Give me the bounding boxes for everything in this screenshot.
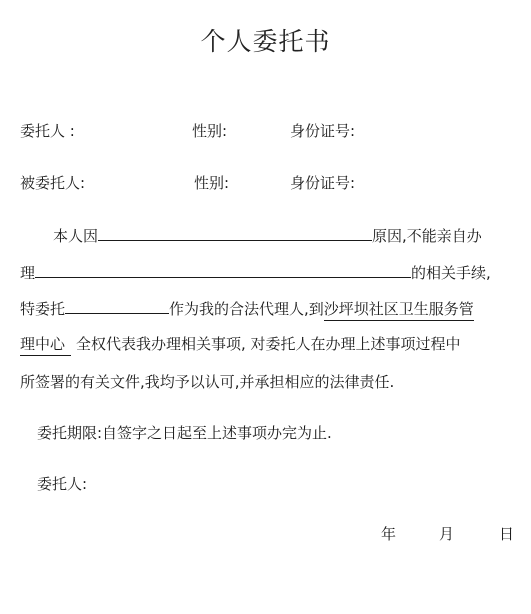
body-line-1: [53, 224, 482, 246]
matter-prefix: 理: [20, 264, 36, 282]
principal-id-label: 身份证号:: [290, 122, 356, 140]
date-day-label: 日: [499, 525, 515, 543]
agent-label: 被委托人:: [20, 174, 86, 192]
date-year-label: 年: [381, 525, 397, 543]
body-line-3: [20, 297, 474, 319]
matter-suffix: 的相关手续,: [411, 264, 491, 282]
delegate-middle: 作为我的合法代理人,到: [169, 300, 324, 318]
reason-suffix: 原因,不能亲自办: [372, 227, 482, 245]
delegate-name-blank: [65, 297, 169, 314]
date-month-label: 月: [439, 525, 455, 543]
term-statement: 委托期限:自签字之日起至上述事项办完为止.: [37, 424, 332, 442]
principal-label: 委托人 :: [20, 122, 75, 140]
body-line-4: [20, 334, 461, 354]
body-line-2: [20, 261, 491, 283]
document-title: 个人委托书: [200, 27, 331, 56]
authority-text: 全权代表我办理相关事项, 对委托人在办理上述事项过程中: [76, 335, 461, 353]
organization-name-part2: 理中心: [20, 335, 71, 356]
reason-blank: [98, 224, 372, 241]
agent-gender-label: 性别:: [194, 174, 230, 192]
body-line-5: 所签署的有关文件,我均予以认可,并承担相应的法律责任.: [20, 373, 395, 391]
principal-gender-label: 性别:: [192, 122, 228, 140]
delegate-prefix: 特委托: [20, 300, 66, 318]
agent-id-label: 身份证号:: [290, 174, 356, 192]
reason-prefix: 本人因: [53, 227, 99, 245]
matter-blank: [35, 261, 411, 278]
organization-name-part1: 沙坪坝社区卫生服务管: [324, 300, 474, 321]
signature-label: 委托人:: [37, 475, 88, 493]
